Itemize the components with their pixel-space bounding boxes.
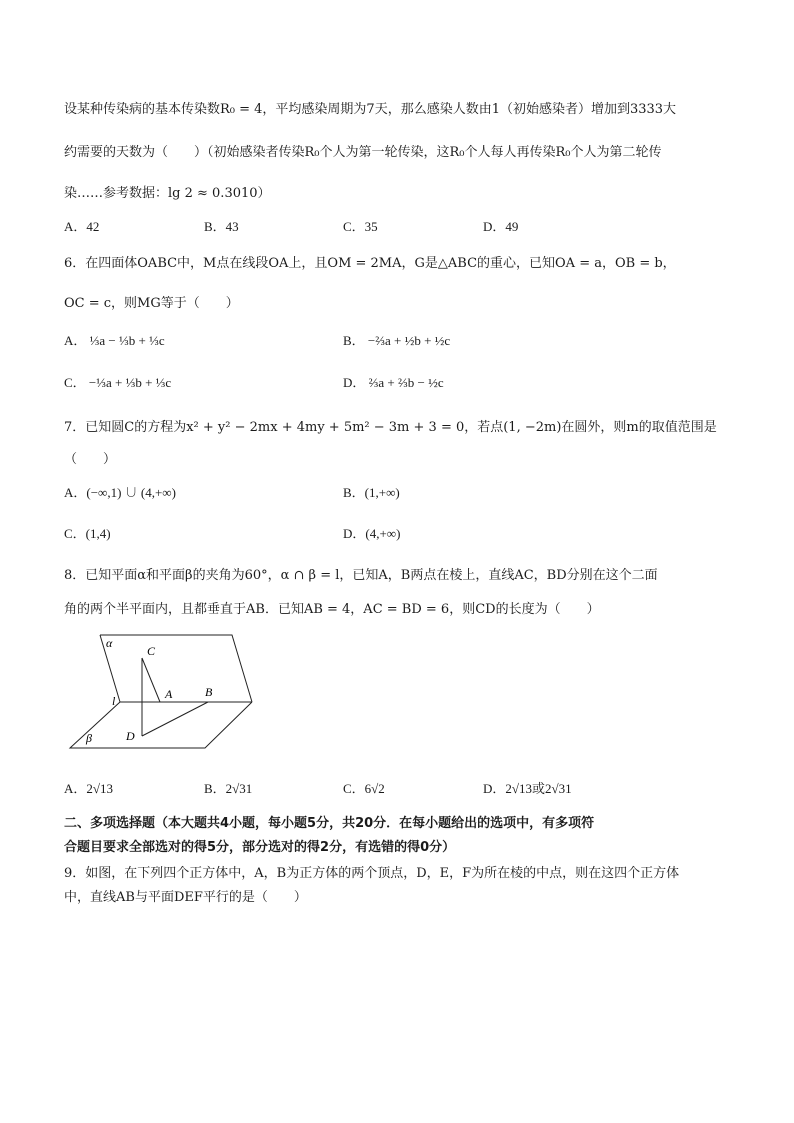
q5-option-b: B．43: [204, 219, 239, 234]
plane-beta-outline: [70, 702, 252, 748]
q7-option-a: A．(−∞,1) ∪ (4,+∞): [64, 485, 176, 500]
q6-option-d: [343, 372, 444, 391]
q6-option-a-expr: ⅓a − ⅓b + ⅓c: [89, 333, 165, 348]
q6-option-a: [64, 330, 165, 349]
q6-option-d-label: D．: [343, 375, 366, 390]
q5-option-c: C．35: [343, 219, 378, 234]
q6-option-c-label: C．: [64, 375, 86, 390]
q6-option-b-label: B．: [343, 333, 365, 348]
label-beta: β: [86, 731, 92, 745]
label-b: B: [205, 685, 213, 699]
q6-line-2: OC = c，则MG等于（ ）: [64, 296, 239, 311]
label-a: A: [165, 687, 173, 701]
section-2-heading-line-1: 二、多项选择题（本大题共4小题，每小题5分，共20分．在每小题给出的选项中，有多项符: [64, 816, 595, 831]
q9-line-1: 9．如图，在下列四个正方体中，A，B为正方体的两个顶点，D，E，F为所在棱的中点，则在这四个正方体: [64, 866, 680, 881]
q6-line-1: 6．在四面体OABC中，M点在线段OA上，且OM = 2MA，G是△ABC的重心，已知OA = a，OB = b，: [64, 256, 676, 271]
q8-option-a: A．2√13: [64, 781, 114, 796]
q5-option-a: A．42: [64, 219, 100, 234]
plane-alpha-outline: [100, 635, 252, 702]
q7-option-b: B．(1,+∞): [343, 485, 400, 500]
q6-option-d-expr: ⅔a + ⅔b − ½c: [368, 375, 444, 390]
q8-line-1: 8．已知平面α和平面β的夹角为60°，α ∩ β = l，已知A，B两点在棱上，直线AC，BD分别在这个二面: [64, 568, 658, 583]
q5-option-d: D．49: [483, 219, 519, 234]
q8-option-b: B．2√31: [204, 781, 253, 796]
q6-option-b: [343, 330, 450, 349]
q7-option-d: D．(4,+∞): [343, 526, 401, 541]
label-c: C: [147, 644, 156, 658]
q7-line-2: （ ）: [64, 452, 117, 467]
segment-ca: [142, 658, 160, 702]
q6-option-c-expr: −⅓a + ⅓b + ⅓c: [88, 375, 172, 390]
dihedral-angle-figure: [60, 630, 260, 755]
q8-option-c: C．6√2: [343, 781, 385, 796]
q9-line-2: 中，直线AB与平面DEF平行的是（ ）: [64, 890, 307, 905]
q5-line-2: 约需要的天数为（ ）（初始感染者传染R₀个人为第一轮传染，这R₀个人每人再传染R₀个人为第二轮传: [64, 145, 662, 160]
q8-option-d: D．2√13或2√31: [483, 781, 572, 796]
q6-option-b-expr: −⅔a + ½b + ½c: [367, 333, 451, 348]
q7-option-c: C．(1,4): [64, 526, 111, 541]
label-alpha: α: [106, 636, 113, 650]
q5-line-3: 染……参考数据：lg 2 ≈ 0.3010）: [64, 186, 271, 201]
q8-line-2: 角的两个半平面内，且都垂直于AB．已知AB = 4，AC = BD = 6，则CD的长度为（ ）: [64, 602, 600, 617]
segment-db: [142, 702, 208, 736]
label-d: D: [126, 729, 135, 743]
q6-option-c: [64, 372, 171, 391]
label-l: l: [112, 694, 116, 708]
q7-line-1: 7．已知圆C的方程为x² + y² − 2mx + 4my + 5m² − 3m + 3 = 0，若点(1, −2m)在圆外，则m的取值范围是: [64, 420, 717, 435]
section-2-heading-line-2: 合题目要求全部选对的得5分，部分选对的得2分，有选错的得0分）: [64, 840, 456, 855]
q6-option-a-label: A．: [64, 333, 87, 348]
q5-line-1: 设某种传染病的基本传染数R₀ = 4，平均感染周期为7天，那么感染人数由1（初始感染者）增加到3333大: [64, 102, 677, 117]
